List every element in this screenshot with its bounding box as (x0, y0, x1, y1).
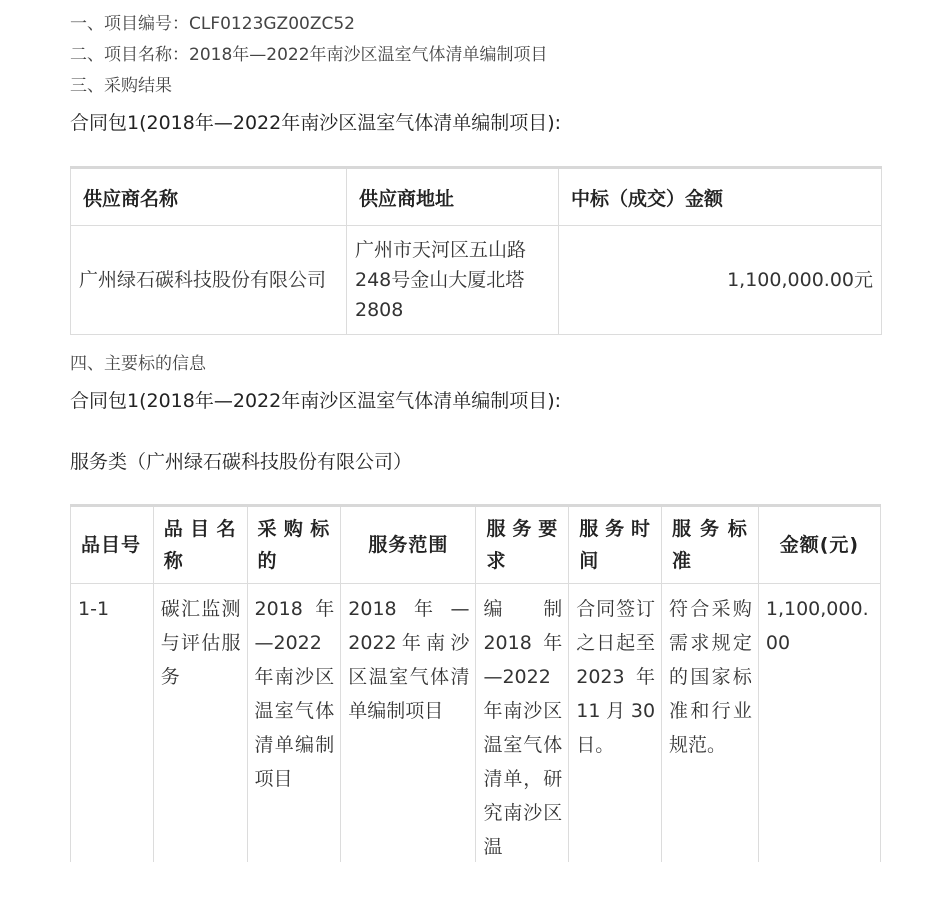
column-header-time: 服务时间 (569, 506, 662, 584)
column-header-requirement: 服务要求 (476, 506, 569, 584)
project-name: 二、项目名称：2018年—2022年南沙区温室气体清单编制项目 (70, 45, 548, 65)
table-row (71, 584, 881, 883)
column-header-scope: 服务范围 (341, 506, 476, 584)
column-header-item-name: 品目名称 (153, 506, 247, 584)
column-header-address: 供应商地址 (347, 168, 559, 226)
supplier-name-cell: 广州绿石碳科技股份有限公司 (71, 226, 347, 335)
service-category: 服务类（广州绿石碳科技股份有限公司） (70, 451, 413, 473)
column-header-target: 采购标的 (247, 506, 341, 584)
standard-cell: 符合采购需求规定的国家标准和行业规范。 (662, 584, 759, 883)
column-header-amount: 金额(元) (758, 506, 880, 584)
table-header-row (71, 168, 882, 226)
award-amount-cell: 1,100,000.00元 (559, 226, 882, 335)
column-header-supplier: 供应商名称 (71, 168, 347, 226)
column-header-standard: 服务标准 (662, 506, 759, 584)
project-number: 一、项目编号：CLF0123GZ00ZC52 (70, 14, 355, 34)
contract-package-title: 合同包1(2018年—2022年南沙区温室气体清单编制项目): (70, 112, 562, 134)
table-row (71, 226, 882, 335)
item-name-cell: 碳汇监测与评估服务 (153, 584, 247, 883)
column-header-item-no: 品目号 (71, 506, 154, 584)
item-no-cell: 1-1 (71, 584, 154, 883)
amount-cell: 1,100,000.00 (758, 584, 880, 883)
page-bottom-mask (0, 862, 950, 908)
section-subject-info: 四、主要标的信息 (70, 354, 206, 374)
supplier-address-cell: 广州市天河区五山路248号金山大厦北塔2808 (347, 226, 559, 335)
time-cell: 合同签订之日起至2023年11月30日。 (569, 584, 662, 883)
subject-info-table (70, 504, 881, 882)
contract-package-title-2: 合同包1(2018年—2022年南沙区温室气体清单编制项目): (70, 390, 562, 412)
table-header-row (71, 506, 881, 584)
procurement-result-table (70, 166, 882, 335)
scope-cell: 2018年—2022年南沙区温室气体清单编制项目 (341, 584, 476, 883)
column-header-amount: 中标（成交）金额 (559, 168, 882, 226)
requirement-cell: 编制2018年—2022年南沙区温室气体清单，研究南沙区温 (476, 584, 569, 883)
section-procurement-result: 三、采购结果 (70, 76, 172, 96)
target-cell: 2018年—2022年南沙区温室气体清单编制项目 (247, 584, 341, 883)
